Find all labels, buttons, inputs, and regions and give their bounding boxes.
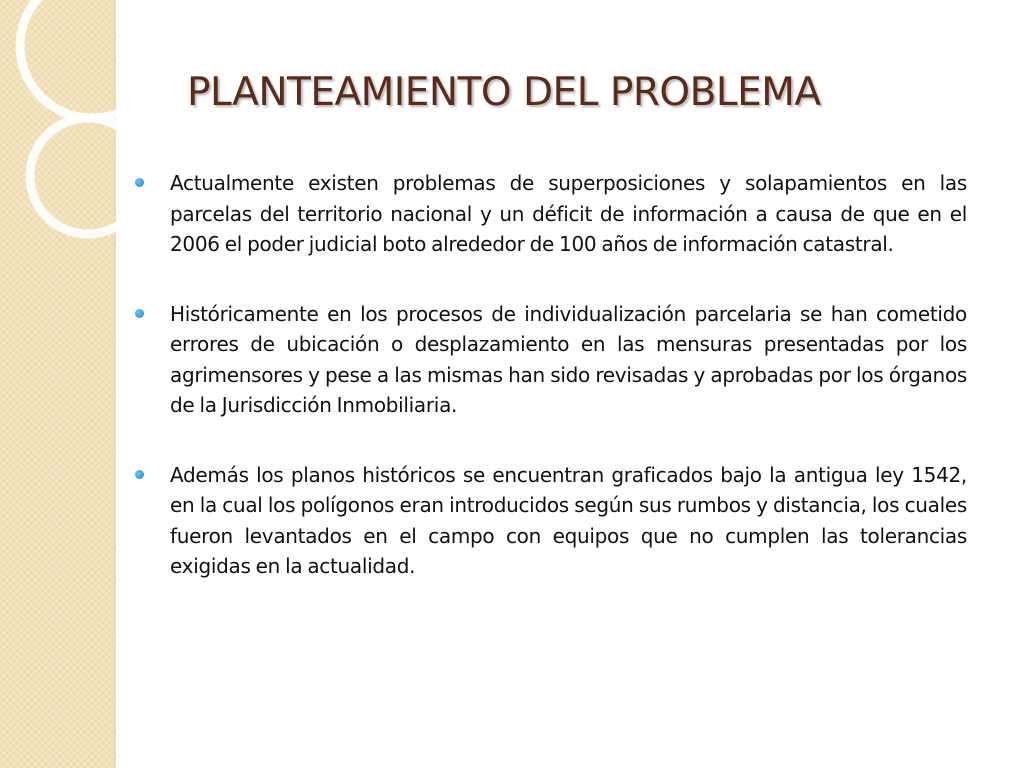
bullet-item: [135, 299, 967, 421]
bullet-dot-icon: [135, 470, 144, 479]
bullet-dot-icon: [135, 309, 144, 318]
bullet-list: [135, 168, 967, 621]
ring-large: [20, 0, 164, 118]
bullet-dot-icon: [135, 178, 144, 187]
bullet-text: Además los planos históricos se encuentran graficados bajo la antigua ley 1542, en la cual los polígonos eran introducidos según sus rumbos y distancia, los cuales fueron levantados en el campo con equipos que no cumplen las tolerancias exigidas en la actualidad.: [170, 462, 967, 578]
bullet-text: Actualmente existen problemas de superposiciones y solapamientos en las parcelas del territorio nacional y un déficit de información a causa de que en el 2006 el poder judicial boto alrededor de 100 años de información catastral.: [170, 171, 967, 256]
ring-small: [30, 118, 146, 234]
bullet-item: [135, 168, 967, 260]
bullet-text: Históricamente en los procesos de individualización parcelaria se han cometido errores de ubicación o desplazamiento en las mensuras presentadas por los agrimensores y pese a las mismas han sido revisadas y aprobadas por los órganos de la Jurisdicción Inmobiliaria.: [170, 301, 967, 417]
slide-title: PLANTEAMIENTO DEL PROBLEMA: [187, 70, 821, 115]
bullet-item: [135, 460, 967, 582]
